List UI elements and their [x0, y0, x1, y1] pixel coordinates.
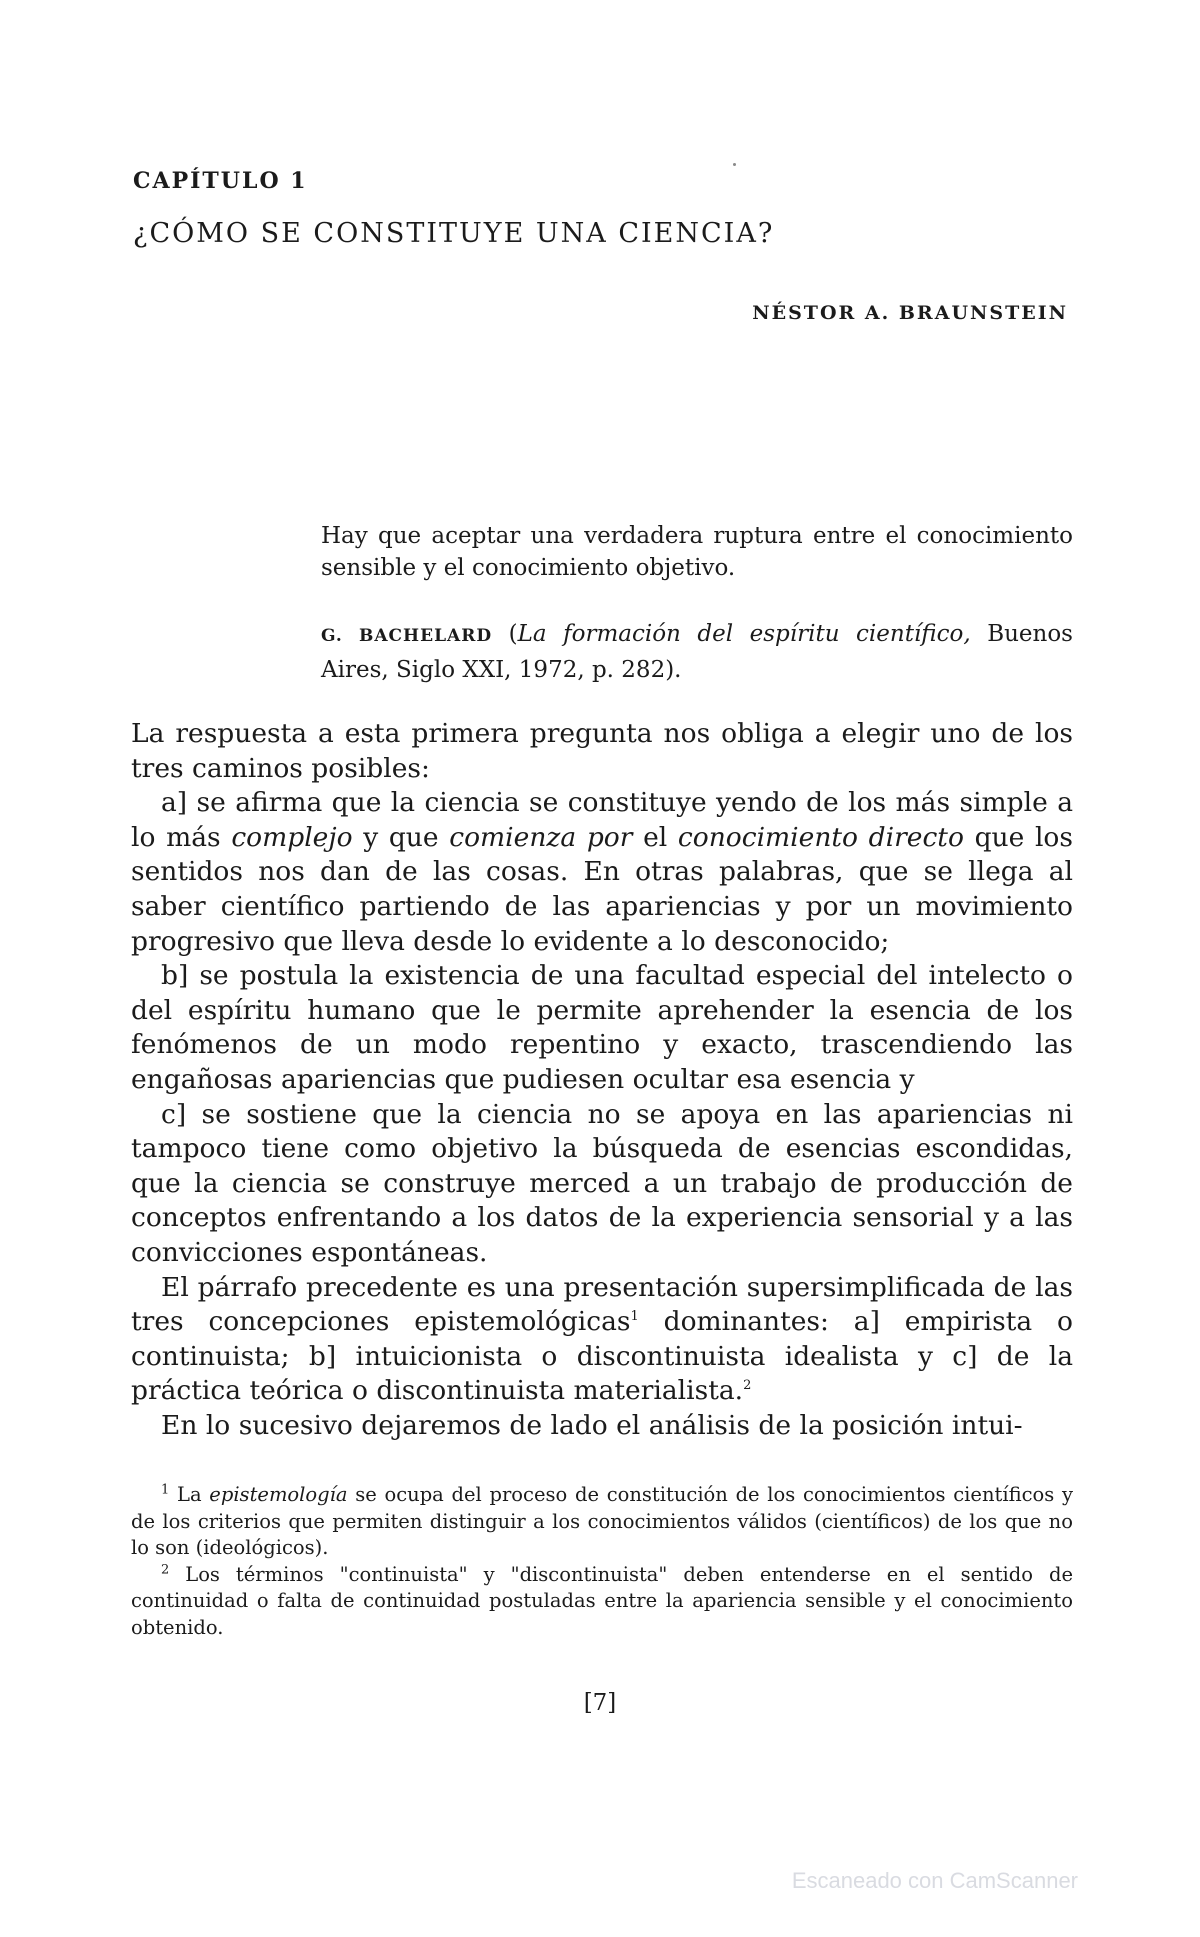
chapter-title: ¿CÓMO SE CONSTITUYE UNA CIENCIA? — [133, 218, 775, 249]
body-item-c: c] se sostiene que la ciencia no se apoya en las apariencias ni tampoco tiene como objetivo la búsqueda de esencias escondidas, que la ciencia se construye merced a un trabajo de producción de conceptos enfrentando a los datos de la experiencia sensorial y a las convicciones espontáneas. — [131, 1098, 1073, 1268]
body-text — [131, 717, 1073, 1443]
footnote-2 — [131, 1562, 1073, 1642]
scan-speck — [733, 163, 736, 166]
item-a-text-3: el — [632, 821, 678, 853]
chapter-author: NÉSTOR A. BRAUNSTEIN — [752, 302, 1068, 324]
footnote-ref-1: 1 — [630, 1309, 639, 1325]
footnote-2-text: Los términos "continuista" y "discontinuista" deben entenderse en el sentido de continuidad o falta de continuidad postuladas entre la apariencia sensible y el conocimiento obtenido. — [131, 1562, 1073, 1639]
footnotes — [131, 1482, 1073, 1641]
body-paragraph-intro: La respuesta a esta primera pregunta nos obliga a elegir uno de los tres caminos posibles: — [131, 718, 1073, 784]
footnote-1-italic: epistemología — [209, 1483, 348, 1506]
body-paragraph-summary — [131, 1271, 1073, 1409]
item-a-text-4: que los sentidos nos dan de las cosas. En otras palabras, que se llega al saber científico partiendo de las apariencias y por un movimiento progresivo que lleva desde lo evidente a lo desconocido; — [131, 821, 1073, 957]
footnote-ref-2: 2 — [743, 1378, 752, 1394]
item-a-text-1: a] se afirma que la ciencia se constituye yendo de los más simple a lo más — [131, 787, 1073, 853]
epigraph-quote: Hay que aceptar una verdadera ruptura entre el conocimiento sensible y el conocimiento objetivo. — [321, 523, 1073, 581]
body-item-b: b] se postula la existencia de una facultad especial del intelecto o del espíritu humano que le permite aprehender la esencia de los fenómenos de un modo repentino y exacto, trascendiendo las engañosas apariencias que pudiesen ocultar esa esencia y — [131, 960, 1073, 1095]
body-item-a — [131, 786, 1073, 959]
epigraph-source-details: Buenos Aires, Siglo XXI, 1972, p. 282). — [321, 621, 1073, 683]
epigraph-source — [321, 617, 1073, 687]
footnote-1-text-1: La — [169, 1483, 210, 1506]
footnote-1-marker: 1 — [161, 1482, 170, 1498]
scanner-watermark: Escaneado con CamScanner — [791, 1868, 1078, 1893]
item-a-italic-3: conocimiento directo — [677, 821, 964, 853]
body-paragraph-continuation: En lo sucesivo dejaremos de lado el análisis de la posición intui- — [161, 1409, 1023, 1441]
page-number: [7] — [583, 1690, 617, 1716]
summary-text-2: dominantes: a] empirista o continuista; b] intuicionista o discontinuista idealista y c] de la práctica teórica o discontinuista materialista. — [131, 1306, 1073, 1407]
footnote-1-text-2: se ocupa del proceso de constitución de los conocimientos científicos y de los criterios que permiten distinguir a los conocimientos válidos (científicos) de los que no lo son (ideológicos). — [131, 1483, 1073, 1559]
chapter-label: CAPÍTULO 1 — [133, 168, 308, 194]
footnote-1 — [131, 1482, 1073, 1562]
item-a-italic-1: complejo — [231, 821, 353, 853]
item-a-text-2: y que — [352, 821, 450, 853]
item-a-italic-2: comienza por — [449, 821, 633, 853]
epigraph-source-author: G. BACHELARD — [321, 626, 493, 646]
summary-text-1: El párrafo precedente es una presentación supersimplificada de las tres concepciones epistemológicas — [131, 1271, 1073, 1338]
epigraph-source-title: La formación del espíritu científico, — [517, 621, 971, 647]
footnote-2-marker: 2 — [161, 1562, 170, 1577]
epigraph-source-open: ( — [492, 621, 518, 647]
